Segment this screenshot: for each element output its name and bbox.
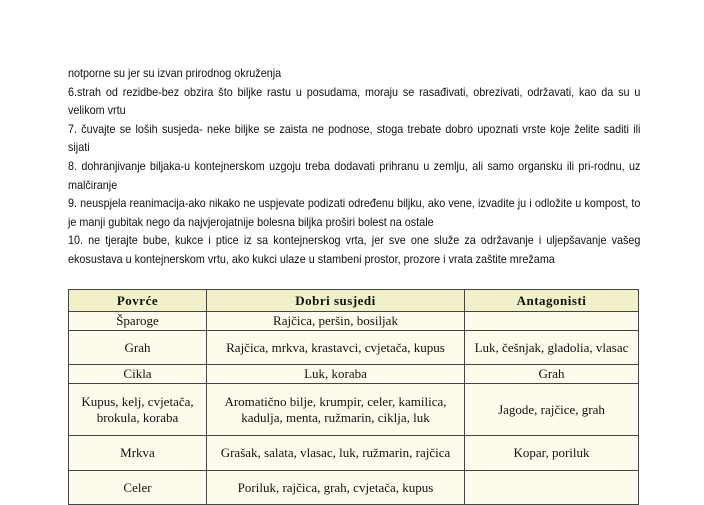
cell-good-neighbours: Rajčica, mrkva, krastavci, cvjetača, kupus <box>207 331 465 365</box>
cell-good-neighbours: Grašak, salata, vlasac, luk, ružmarin, rajčica <box>207 436 465 471</box>
cell-antagonists: Kopar, poriluk <box>465 436 639 471</box>
header-vegetable: Povrće <box>69 290 207 312</box>
article-text <box>68 64 640 269</box>
cell-antagonists: Grah <box>465 365 639 384</box>
companion-planting-table <box>68 289 639 505</box>
table-header-row <box>69 290 639 312</box>
header-good-neighbours: Dobri susjedi <box>207 290 465 312</box>
paragraph: 6.strah od rezidbe-bez obzira što biljke rastu u posudama, moraju se rasađivati, obrezivati, održavati, kao da su u velikom vrtu <box>68 84 641 118</box>
table-row <box>69 312 639 331</box>
cell-good-neighbours: Rajčica, peršin, bosiljak <box>207 312 465 331</box>
cell-good-neighbours: Poriluk, rajčica, grah, cvjetača, kupus <box>207 471 465 505</box>
table-row <box>69 436 639 471</box>
cell-vegetable: Grah <box>69 331 207 365</box>
table-row <box>69 365 639 384</box>
cell-vegetable: Celer <box>69 471 207 505</box>
table-row <box>69 384 639 436</box>
table-row <box>69 331 639 365</box>
cell-vegetable: Šparoge <box>69 312 207 331</box>
cell-antagonists <box>465 471 639 505</box>
paragraph: notporne su jer su izvan prirodnog okruženja <box>68 66 282 80</box>
paragraph: 10. ne tjerajte bube, kukce i ptice iz sa kontejnerskog vrta, jer sve one služe za održavanje i uljepšavanje vašeg ekosustava u kontejnerskom vrtu, ako kukci ulaze u stambeni prostor, prozore i vrata zaštite mrežama <box>68 233 641 266</box>
cell-good-neighbours: Luk, koraba <box>207 365 465 384</box>
cell-antagonists: Jagode, rajčice, grah <box>465 384 639 436</box>
cell-vegetable: Cikla <box>69 365 207 384</box>
cell-antagonists <box>465 312 639 331</box>
paragraph: 7. čuvajte se loših susjeda- neke biljke se zaista ne podnose, stoga trebate dobro upoznati vrste koje želite saditi ili sijati <box>68 121 641 155</box>
cell-antagonists: Luk, češnjak, gladolia, vlasac <box>465 331 639 365</box>
cell-good-neighbours: Aromatično bilje, krumpir, celer, kamilica, kadulja, menta, ružmarin, ciklja, luk <box>207 384 465 436</box>
table-row <box>69 471 639 505</box>
header-antagonists: Antagonisti <box>465 290 639 312</box>
cell-vegetable: Kupus, kelj, cvjetača, brokula, koraba <box>69 384 207 436</box>
cell-vegetable: Mrkva <box>69 436 207 471</box>
paragraph: 9. neuspjela reanimacija-ako nikako ne uspjevate podizati određenu biljku, ako vene, izvadite ju i odložite u kompost, to je manji gubitak nego da najvjerojatnije bolesna biljka proširi bolest na ostale <box>68 196 641 229</box>
paragraph: 8. dohranjivanje biljaka-u kontejnerskom uzgoju treba dodavati prihranu u zemlju, ali samo organsku ili pri-rodnu, uz malčiranje <box>68 158 641 192</box>
